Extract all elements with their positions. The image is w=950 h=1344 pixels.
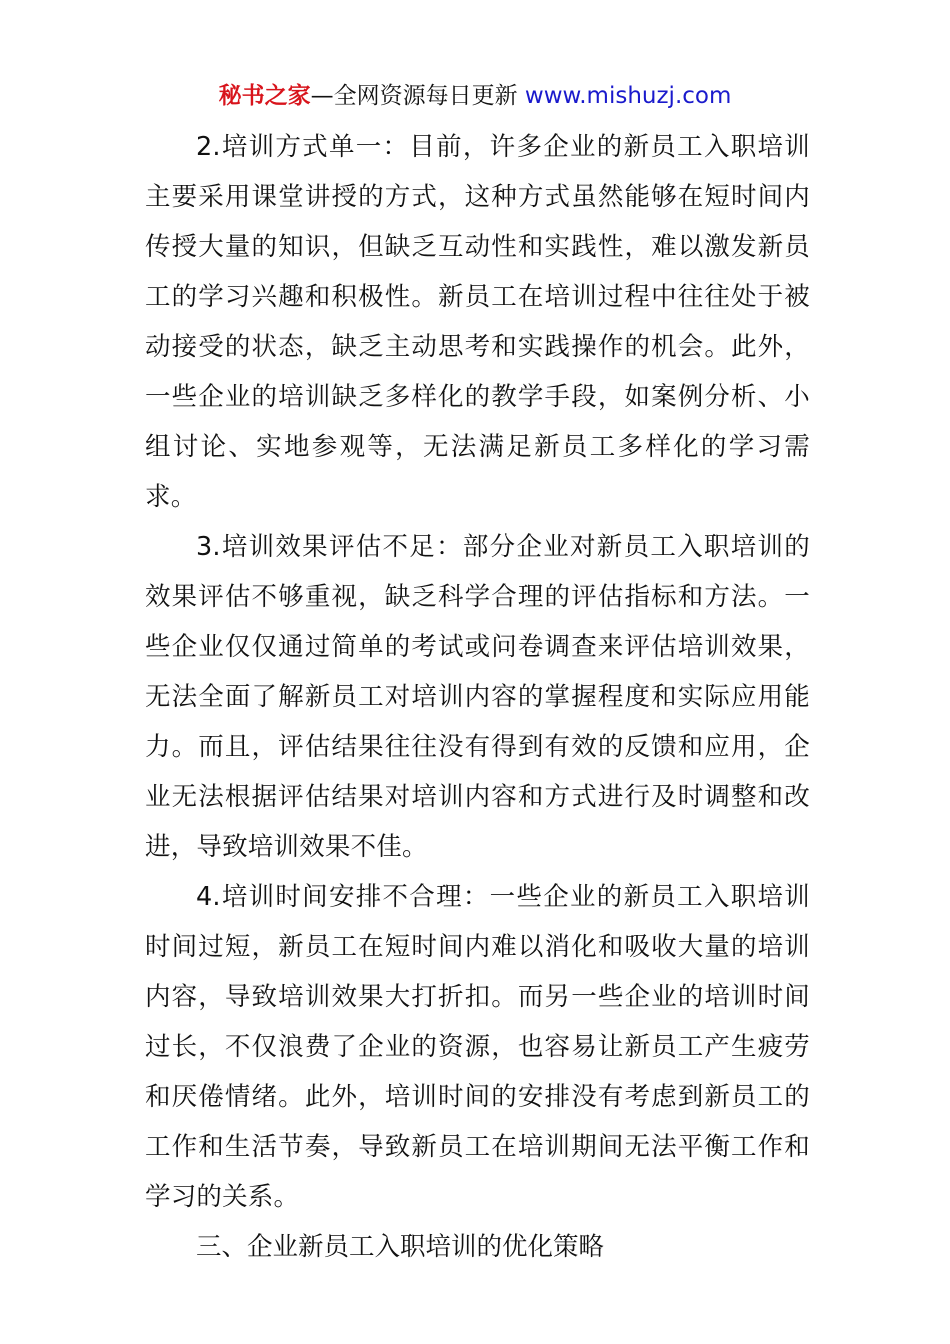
document-body (145, 122, 810, 1272)
page-header (0, 80, 950, 112)
paragraph-training-evaluation: 3.培训效果评估不足：部分企业对新员工入职培训的效果评估不够重视，缺乏科学合理的评估指标和方法。一些企业仅仅通过简单的考试或问卷调查来评估培训效果，无法全面了解新员工对培训内容的掌握程度和实际应用能力。而且，评估结果往往没有得到有效的反馈和应用，企业无法根据评估结果对培训内容和方式进行及时调整和改进，导致培训效果不佳。 (145, 532, 810, 862)
site-slogan: —全网资源每日更新 (310, 83, 518, 109)
paragraph-training-schedule: 4.培训时间安排不合理：一些企业的新员工入职培训时间过短，新员工在短时间内难以消化和吸收大量的培训内容，导致培训效果大打折扣。而另一些企业的培训时间过长，不仅浪费了企业的资源，也容易让新员工产生疲劳和厌倦情绪。此外，培训时间的安排没有考虑到新员工的工作和生活节奏，导致新员工在培训期间无法平衡工作和学习的关系。 (145, 882, 810, 1212)
section-heading: 三、企业新员工入职培训的优化策略 (196, 1232, 605, 1262)
site-brand: 秘书之家 (218, 83, 311, 109)
site-url: www.mishuzj.com (524, 83, 732, 109)
paragraph-training-method: 2.培训方式单一：目前，许多企业的新员工入职培训主要采用课堂讲授的方式，这种方式虽然能够在短时间内传授大量的知识，但缺乏互动性和实践性，难以激发新员工的学习兴趣和积极性。新员工在培训过程中往往处于被动接受的状态，缺乏主动思考和实践操作的机会。此外，一些企业的培训缺乏多样化的教学手段，如案例分析、小组讨论、实地参观等，无法满足新员工多样化的学习需求。 (145, 132, 810, 512)
